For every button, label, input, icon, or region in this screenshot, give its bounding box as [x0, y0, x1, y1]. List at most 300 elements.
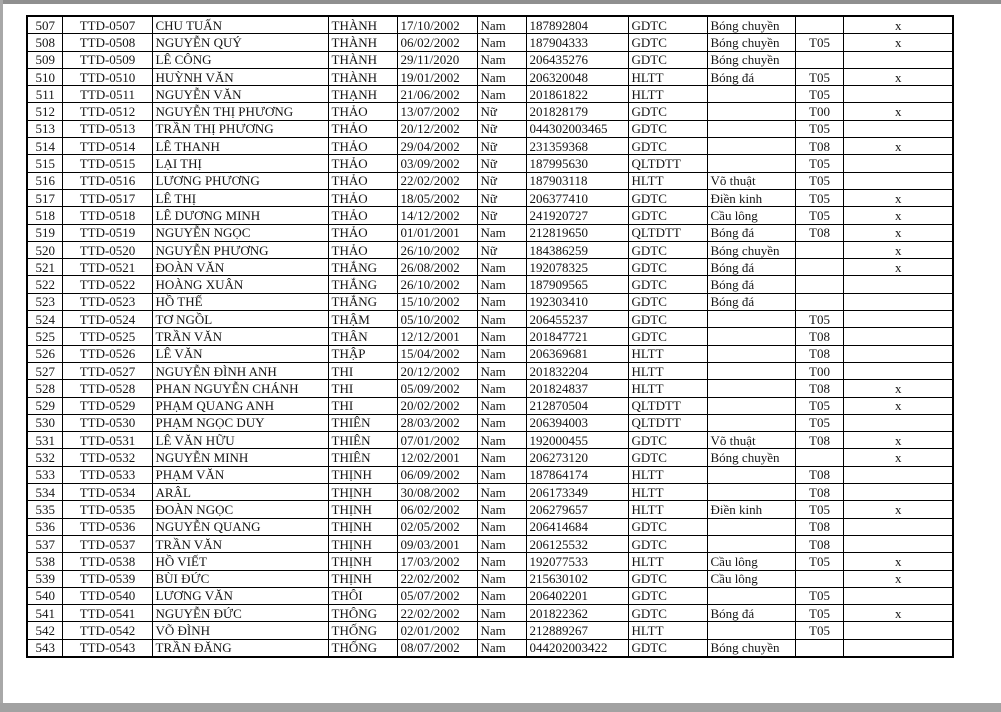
cell-given: THÀNH — [328, 68, 397, 85]
cell-no: 527 — [27, 362, 62, 379]
cell-dept: HLTT — [628, 345, 707, 362]
cell-given: THIÊN — [328, 414, 397, 431]
cell-name: LƯƠNG VĂN — [152, 587, 328, 604]
cell-no: 542 — [27, 622, 62, 639]
cell-no: 532 — [27, 449, 62, 466]
cell-cid: 187995630 — [526, 155, 628, 172]
cell-tcode — [795, 16, 843, 34]
cell-id: TTD-0510 — [62, 68, 152, 85]
cell-cid: 187903118 — [526, 172, 628, 189]
cell-id: TTD-0523 — [62, 293, 152, 310]
cell-sport — [707, 380, 795, 397]
cell-mark — [843, 51, 953, 68]
cell-name: PHẠM VĂN — [152, 466, 328, 483]
cell-given: THẢO — [328, 155, 397, 172]
table-row — [27, 605, 953, 622]
table-row — [27, 16, 953, 34]
cell-name: LÊ VĂN HỮU — [152, 432, 328, 449]
cell-name: NGUYỄN MINH — [152, 449, 328, 466]
cell-no: 522 — [27, 276, 62, 293]
cell-no: 538 — [27, 553, 62, 570]
cell-mark — [843, 311, 953, 328]
cell-dob: 26/10/2002 — [397, 241, 477, 258]
cell-no: 526 — [27, 345, 62, 362]
cell-gender: Nam — [477, 553, 526, 570]
cell-dob: 22/02/2002 — [397, 172, 477, 189]
cell-no: 516 — [27, 172, 62, 189]
cell-mark — [843, 362, 953, 379]
cell-cid: 187892804 — [526, 16, 628, 34]
cell-dept: HLTT — [628, 501, 707, 518]
cell-id: TTD-0541 — [62, 605, 152, 622]
cell-tcode: T08 — [795, 518, 843, 535]
cell-dept: GDTC — [628, 535, 707, 552]
cell-given: THÂN — [328, 328, 397, 345]
cell-dob: 05/09/2002 — [397, 380, 477, 397]
cell-dept: GDTC — [628, 605, 707, 622]
cell-id: TTD-0518 — [62, 207, 152, 224]
cell-name: NGUYỄN VĂN — [152, 86, 328, 103]
cell-gender: Nam — [477, 328, 526, 345]
cell-no: 536 — [27, 518, 62, 535]
cell-name: LÊ VĂN — [152, 345, 328, 362]
cell-mark: x — [843, 189, 953, 206]
cell-no: 525 — [27, 328, 62, 345]
cell-dob: 22/02/2002 — [397, 605, 477, 622]
table-row — [27, 259, 953, 276]
cell-mark — [843, 484, 953, 501]
cell-gender: Nam — [477, 484, 526, 501]
cell-cid: 206369681 — [526, 345, 628, 362]
table-row — [27, 51, 953, 68]
cell-cid: 206279657 — [526, 501, 628, 518]
cell-dept: GDTC — [628, 570, 707, 587]
cell-name: TRẦN THỊ PHƯƠNG — [152, 120, 328, 137]
cell-given: THẠNH — [328, 86, 397, 103]
cell-tcode: T05 — [795, 311, 843, 328]
cell-given: THỊNH — [328, 518, 397, 535]
cell-name: NGUYỄN QUANG — [152, 518, 328, 535]
cell-no: 533 — [27, 466, 62, 483]
cell-dob: 19/01/2002 — [397, 68, 477, 85]
cell-name: LÊ CÔNG — [152, 51, 328, 68]
table-row — [27, 466, 953, 483]
cell-tcode — [795, 293, 843, 310]
cell-sport: Cầu lông — [707, 570, 795, 587]
cell-dob: 30/08/2002 — [397, 484, 477, 501]
cell-dept: GDTC — [628, 311, 707, 328]
cell-name: LẠI THỊ — [152, 155, 328, 172]
cell-tcode: T05 — [795, 414, 843, 431]
cell-given: THẢO — [328, 189, 397, 206]
cell-gender: Nam — [477, 311, 526, 328]
cell-given: THÀNH — [328, 51, 397, 68]
cell-id: TTD-0535 — [62, 501, 152, 518]
cell-dob: 26/10/2002 — [397, 276, 477, 293]
cell-tcode: T05 — [795, 622, 843, 639]
cell-tcode: T05 — [795, 605, 843, 622]
cell-id: TTD-0519 — [62, 224, 152, 241]
cell-no: 519 — [27, 224, 62, 241]
cell-no: 543 — [27, 639, 62, 657]
cell-dob: 06/09/2002 — [397, 466, 477, 483]
cell-gender: Nam — [477, 86, 526, 103]
cell-dept: HLTT — [628, 86, 707, 103]
cell-sport: Điền kinh — [707, 189, 795, 206]
cell-mark: x — [843, 34, 953, 51]
cell-cid: 184386259 — [526, 241, 628, 258]
cell-mark — [843, 155, 953, 172]
cell-given: THẢO — [328, 120, 397, 137]
cell-tcode: T05 — [795, 189, 843, 206]
cell-id: TTD-0521 — [62, 259, 152, 276]
cell-sport: Bóng chuyền — [707, 449, 795, 466]
cell-tcode: T08 — [795, 345, 843, 362]
cell-dept: HLTT — [628, 362, 707, 379]
cell-dept: GDTC — [628, 587, 707, 604]
cell-sport: Bóng đá — [707, 259, 795, 276]
cell-mark — [843, 86, 953, 103]
table-row — [27, 345, 953, 362]
cell-dob: 06/02/2002 — [397, 34, 477, 51]
cell-gender: Nam — [477, 587, 526, 604]
cell-mark: x — [843, 501, 953, 518]
table-row — [27, 86, 953, 103]
cell-cid: 206402201 — [526, 587, 628, 604]
cell-id: TTD-0515 — [62, 155, 152, 172]
cell-tcode: T08 — [795, 432, 843, 449]
cell-id: TTD-0540 — [62, 587, 152, 604]
cell-gender: Nam — [477, 449, 526, 466]
cell-tcode — [795, 449, 843, 466]
cell-cid: 201828179 — [526, 103, 628, 120]
cell-mark — [843, 535, 953, 552]
table-row — [27, 535, 953, 552]
cell-dept: HLTT — [628, 622, 707, 639]
cell-mark: x — [843, 224, 953, 241]
cell-name: NGUYỄN NGỌC — [152, 224, 328, 241]
cell-gender: Nam — [477, 432, 526, 449]
cell-no: 540 — [27, 587, 62, 604]
cell-given: THẬM — [328, 311, 397, 328]
cell-given: THÀNH — [328, 34, 397, 51]
cell-mark: x — [843, 241, 953, 258]
cell-no: 524 — [27, 311, 62, 328]
cell-cid: 206455237 — [526, 311, 628, 328]
cell-tcode — [795, 570, 843, 587]
cell-tcode: T08 — [795, 328, 843, 345]
table-row — [27, 501, 953, 518]
cell-dept: QLTDTT — [628, 414, 707, 431]
cell-dob: 01/01/2001 — [397, 224, 477, 241]
cell-given: THỊNH — [328, 570, 397, 587]
cell-gender: Nam — [477, 380, 526, 397]
cell-dob: 05/07/2002 — [397, 587, 477, 604]
cell-given: THỐNG — [328, 622, 397, 639]
cell-gender: Nữ — [477, 103, 526, 120]
table-row — [27, 189, 953, 206]
cell-given: THỐNG — [328, 639, 397, 657]
cell-dob: 15/10/2002 — [397, 293, 477, 310]
cell-id: TTD-0507 — [62, 16, 152, 34]
cell-gender: Nam — [477, 501, 526, 518]
cell-no: 512 — [27, 103, 62, 120]
cell-given: THẮNG — [328, 293, 397, 310]
cell-sport: Bóng đá — [707, 224, 795, 241]
cell-tcode: T08 — [795, 380, 843, 397]
table-row — [27, 138, 953, 155]
cell-given: THÔNG — [328, 605, 397, 622]
cell-gender: Nữ — [477, 189, 526, 206]
cell-no: 537 — [27, 535, 62, 552]
cell-sport: Võ thuật — [707, 432, 795, 449]
cell-mark: x — [843, 449, 953, 466]
cell-no: 531 — [27, 432, 62, 449]
cell-cid: 206320048 — [526, 68, 628, 85]
cell-id: TTD-0526 — [62, 345, 152, 362]
table-row — [27, 414, 953, 431]
cell-id: TTD-0530 — [62, 414, 152, 431]
cell-id: TTD-0542 — [62, 622, 152, 639]
cell-name: HỒ VIẾT — [152, 553, 328, 570]
cell-mark: x — [843, 68, 953, 85]
cell-gender: Nam — [477, 466, 526, 483]
cell-mark — [843, 622, 953, 639]
cell-gender: Nam — [477, 414, 526, 431]
cell-sport — [707, 466, 795, 483]
cell-given: THỊNH — [328, 484, 397, 501]
cell-mark — [843, 172, 953, 189]
cell-dept: GDTC — [628, 639, 707, 657]
cell-given: THI — [328, 362, 397, 379]
cell-sport: Bóng đá — [707, 68, 795, 85]
cell-no: 534 — [27, 484, 62, 501]
cell-dept: HLTT — [628, 484, 707, 501]
cell-cid: 215630102 — [526, 570, 628, 587]
cell-dob: 07/01/2002 — [397, 432, 477, 449]
cell-no: 528 — [27, 380, 62, 397]
cell-gender: Nam — [477, 276, 526, 293]
cell-given: THẢO — [328, 172, 397, 189]
cell-gender: Nam — [477, 224, 526, 241]
cell-given: THIÊN — [328, 449, 397, 466]
cell-gender: Nữ — [477, 120, 526, 137]
cell-given: THỊNH — [328, 535, 397, 552]
page-edge-left — [0, 0, 3, 706]
cell-dob: 18/05/2002 — [397, 189, 477, 206]
cell-dob: 29/04/2002 — [397, 138, 477, 155]
cell-gender: Nam — [477, 639, 526, 657]
table-row — [27, 587, 953, 604]
cell-no: 511 — [27, 86, 62, 103]
cell-name: NGUYỄN THỊ PHƯƠNG — [152, 103, 328, 120]
cell-sport: Bóng chuyền — [707, 639, 795, 657]
cell-tcode: T05 — [795, 172, 843, 189]
table-row — [27, 380, 953, 397]
cell-mark — [843, 639, 953, 657]
cell-dob: 02/01/2002 — [397, 622, 477, 639]
cell-tcode: T05 — [795, 68, 843, 85]
cell-gender: Nam — [477, 34, 526, 51]
cell-no: 530 — [27, 414, 62, 431]
cell-name: HUỲNH VĂN — [152, 68, 328, 85]
cell-name: PHẠM QUANG ANH — [152, 397, 328, 414]
cell-cid: 187904333 — [526, 34, 628, 51]
page-edge-top — [0, 0, 1001, 4]
cell-id: TTD-0538 — [62, 553, 152, 570]
cell-name: NGUYỄN PHƯƠNG — [152, 241, 328, 258]
cell-dob: 20/12/2002 — [397, 120, 477, 137]
cell-sport: Bóng đá — [707, 605, 795, 622]
cell-gender: Nữ — [477, 155, 526, 172]
cell-given: THẢO — [328, 241, 397, 258]
cell-tcode — [795, 51, 843, 68]
cell-sport — [707, 587, 795, 604]
cell-sport — [707, 138, 795, 155]
cell-sport: Bóng chuyền — [707, 16, 795, 34]
cell-dept: GDTC — [628, 241, 707, 258]
cell-mark: x — [843, 259, 953, 276]
cell-name: LÊ DƯƠNG MINH — [152, 207, 328, 224]
cell-dob: 14/12/2002 — [397, 207, 477, 224]
cell-name: PHAN NGUYỄN CHÁNH — [152, 380, 328, 397]
cell-dob: 03/09/2002 — [397, 155, 477, 172]
cell-id: TTD-0520 — [62, 241, 152, 258]
cell-id: TTD-0534 — [62, 484, 152, 501]
cell-given: THIÊN — [328, 432, 397, 449]
cell-gender: Nam — [477, 16, 526, 34]
cell-given: THẮNG — [328, 259, 397, 276]
cell-dob: 20/02/2002 — [397, 397, 477, 414]
cell-dept: GDTC — [628, 51, 707, 68]
cell-sport — [707, 120, 795, 137]
cell-mark — [843, 587, 953, 604]
cell-id: TTD-0522 — [62, 276, 152, 293]
cell-no: 509 — [27, 51, 62, 68]
cell-dept: GDTC — [628, 103, 707, 120]
cell-sport: Võ thuật — [707, 172, 795, 189]
cell-mark: x — [843, 138, 953, 155]
student-roster-table — [26, 15, 954, 658]
cell-sport: Bóng đá — [707, 276, 795, 293]
cell-gender: Nữ — [477, 172, 526, 189]
cell-cid: 044202003422 — [526, 639, 628, 657]
cell-sport — [707, 86, 795, 103]
cell-mark — [843, 345, 953, 362]
cell-dob: 21/06/2002 — [397, 86, 477, 103]
cell-sport — [707, 345, 795, 362]
cell-sport: Cầu lông — [707, 553, 795, 570]
cell-gender: Nam — [477, 518, 526, 535]
table-row — [27, 241, 953, 258]
table-row — [27, 397, 953, 414]
cell-no: 518 — [27, 207, 62, 224]
cell-cid: 044302003465 — [526, 120, 628, 137]
cell-sport — [707, 311, 795, 328]
cell-id: TTD-0525 — [62, 328, 152, 345]
cell-dob: 08/07/2002 — [397, 639, 477, 657]
cell-dob: 29/11/2020 — [397, 51, 477, 68]
cell-id: TTD-0513 — [62, 120, 152, 137]
cell-id: TTD-0528 — [62, 380, 152, 397]
page-edge-bottom — [0, 703, 1001, 712]
cell-cid: 206125532 — [526, 535, 628, 552]
cell-no: 535 — [27, 501, 62, 518]
cell-cid: 206377410 — [526, 189, 628, 206]
cell-id: TTD-0536 — [62, 518, 152, 535]
cell-id: TTD-0543 — [62, 639, 152, 657]
cell-cid: 192000455 — [526, 432, 628, 449]
cell-gender: Nam — [477, 362, 526, 379]
cell-cid: 192078325 — [526, 259, 628, 276]
cell-no: 510 — [27, 68, 62, 85]
cell-dob: 15/04/2002 — [397, 345, 477, 362]
cell-dept: GDTC — [628, 16, 707, 34]
cell-tcode — [795, 259, 843, 276]
cell-dept: GDTC — [628, 189, 707, 206]
cell-id: TTD-0531 — [62, 432, 152, 449]
cell-given: THỊNH — [328, 501, 397, 518]
cell-sport: Cầu lông — [707, 207, 795, 224]
cell-dept: HLTT — [628, 553, 707, 570]
cell-name: ĐOÀN VĂN — [152, 259, 328, 276]
cell-tcode: T08 — [795, 535, 843, 552]
table-row — [27, 553, 953, 570]
cell-dob: 12/02/2001 — [397, 449, 477, 466]
cell-mark: x — [843, 397, 953, 414]
cell-mark: x — [843, 103, 953, 120]
cell-sport: Bóng chuyền — [707, 241, 795, 258]
cell-id: TTD-0514 — [62, 138, 152, 155]
cell-name: PHẠM NGỌC DUY — [152, 414, 328, 431]
cell-id: TTD-0533 — [62, 466, 152, 483]
cell-mark — [843, 293, 953, 310]
cell-dob: 17/03/2002 — [397, 553, 477, 570]
cell-cid: 201822362 — [526, 605, 628, 622]
cell-dept: QLTDTT — [628, 224, 707, 241]
cell-sport — [707, 622, 795, 639]
cell-tcode: T05 — [795, 553, 843, 570]
cell-no: 517 — [27, 189, 62, 206]
cell-dob: 17/10/2002 — [397, 16, 477, 34]
table-row — [27, 224, 953, 241]
cell-cid: 206414684 — [526, 518, 628, 535]
table-row — [27, 103, 953, 120]
cell-cid: 212870504 — [526, 397, 628, 414]
cell-sport — [707, 328, 795, 345]
cell-dept: GDTC — [628, 432, 707, 449]
cell-id: TTD-0529 — [62, 397, 152, 414]
cell-dept: GDTC — [628, 293, 707, 310]
cell-no: 539 — [27, 570, 62, 587]
cell-dept: HLTT — [628, 380, 707, 397]
cell-mark — [843, 276, 953, 293]
cell-mark: x — [843, 570, 953, 587]
cell-tcode — [795, 241, 843, 258]
cell-tcode: T05 — [795, 34, 843, 51]
cell-dob: 06/02/2002 — [397, 501, 477, 518]
cell-name: HỒ THẾ — [152, 293, 328, 310]
table-row — [27, 518, 953, 535]
cell-sport — [707, 535, 795, 552]
cell-id: TTD-0537 — [62, 535, 152, 552]
cell-tcode: T00 — [795, 103, 843, 120]
roster-table-body — [27, 16, 953, 657]
cell-mark — [843, 120, 953, 137]
cell-dept: HLTT — [628, 172, 707, 189]
cell-sport: Bóng chuyền — [707, 51, 795, 68]
cell-dept: QLTDTT — [628, 155, 707, 172]
